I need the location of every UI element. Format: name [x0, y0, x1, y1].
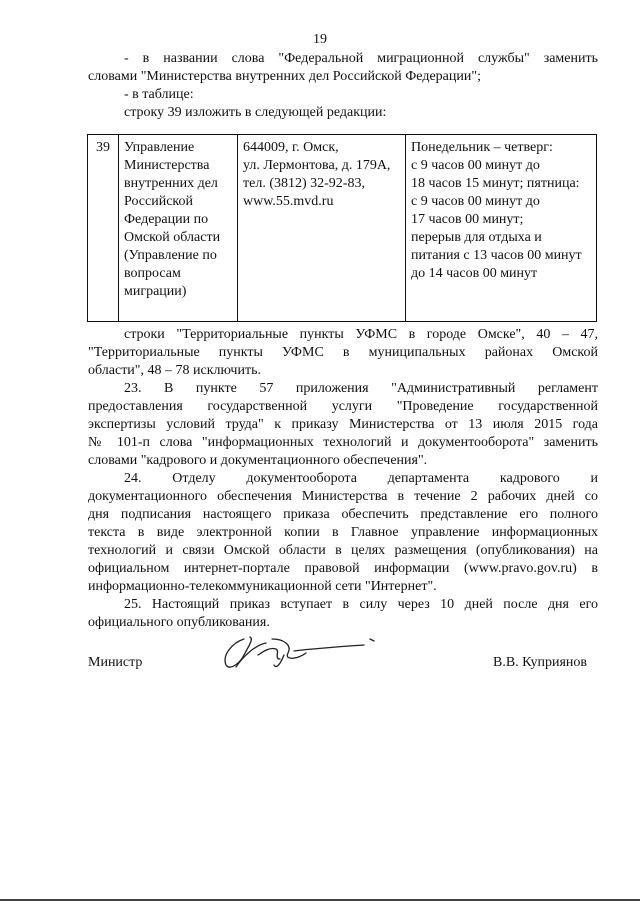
text-line: информационно-телекоммуникационной сети "Интернет".: [88, 579, 437, 594]
office-name-line: Министерства: [124, 158, 210, 173]
rows-removal-paragraph: [88, 326, 598, 380]
paragraph-23: [88, 380, 598, 470]
intro-line-3: - в таблице:: [124, 87, 194, 102]
office-name-line: внутренних дел: [124, 176, 218, 191]
schedule-line: до 14 часов 00 минут: [411, 266, 538, 281]
office-name-line: вопросам: [124, 266, 181, 281]
table-row: [88, 135, 597, 322]
schedule-line: питания с 13 часов 00 минут: [411, 248, 582, 263]
intro-line-2: словами "Министерства внутренних дел Российской Федерации";: [88, 69, 481, 84]
website-link: www.55.mvd.ru: [243, 194, 334, 209]
signatory-name: В.В. Куприянов: [493, 655, 587, 670]
text-line: экспертизы условий труда" к приказу Министерства от 13 июля 2015 года: [88, 417, 598, 432]
text-line: предоставления государственной услуги "Проведение государственной: [88, 399, 598, 414]
text-line: технологий и связи Омской области в целях размещения (опубликования) на: [88, 543, 598, 558]
text-line: № 101-п слова "информационных технологий и документооборота" заменить: [88, 435, 598, 450]
intro-block: [88, 50, 598, 122]
schedule-line: перерыв для отдыха и: [411, 230, 542, 245]
address-cell: [238, 135, 406, 322]
office-name-line: миграции): [124, 284, 187, 299]
text-line: текста в виде электронной копии в Главное управление информационных: [88, 525, 598, 540]
schedule-line: 17 часов 00 минут;: [411, 212, 524, 227]
scan-edge-divider: [0, 899, 640, 901]
address-line: 644009, г. Омск,: [243, 140, 339, 155]
text-line: 23. В пункте 57 приложения "Административный регламент: [124, 381, 598, 396]
text-line: 25. Настоящий приказ вступает в силу через 10 дней после дня его: [124, 597, 598, 612]
office-name-line: Российской: [124, 194, 193, 209]
schedule-line: с 9 часов 00 минут до: [411, 158, 540, 173]
text-line: официальном интернет-портале правовой информации (www.pravo.gov.ru) в: [88, 561, 598, 576]
office-name-line: Федерации по: [124, 212, 209, 227]
text-line: документационного обеспечения Министерства в течение 2 рабочих дней со: [88, 489, 598, 504]
text-line: "Территориальные пункты УФМС в муниципальных районах Омской: [88, 345, 598, 360]
text-line: 24. Отделу документооборота департамента кадрового и: [124, 471, 598, 486]
row-number: 39: [88, 135, 119, 322]
text-line: дня подписания настоящего приказа обеспечить представление его полного: [88, 507, 598, 522]
text-line: области", 48 – 78 исключить.: [88, 363, 261, 378]
text-line: строки "Территориальные пункты УФМС в городе Омске", 40 – 47,: [124, 327, 598, 342]
intro-line-4: строку 39 изложить в следующей редакции:: [124, 105, 387, 120]
text-line: официального опубликования.: [88, 615, 270, 630]
page-number: 19: [313, 32, 327, 47]
office-name-cell: [119, 135, 238, 322]
office-name-line: Управление: [124, 140, 195, 155]
signatory-position: Министр: [88, 655, 143, 670]
paragraph-24: [88, 470, 598, 596]
office-name-line: Омской области: [124, 230, 221, 245]
schedule-line: с 9 часов 00 минут до: [411, 194, 540, 209]
schedule-line: 18 часов 15 минут; пятница:: [411, 176, 580, 191]
address-line: тел. (3812) 32-92-83,: [243, 176, 365, 191]
address-line: ул. Лермонтова, д. 179А,: [243, 158, 391, 173]
office-table: [87, 134, 597, 322]
office-name-line: (Управление по: [124, 248, 217, 263]
text-line: словами "кадрового и документационного обеспечения".: [88, 453, 428, 468]
intro-line-1: - в названии слова "Федеральной миграционной службы" заменить: [124, 51, 598, 66]
schedule-cell: [406, 135, 597, 322]
handwritten-signature: [214, 625, 384, 675]
schedule-line: Понедельник – четверг:: [411, 140, 553, 155]
